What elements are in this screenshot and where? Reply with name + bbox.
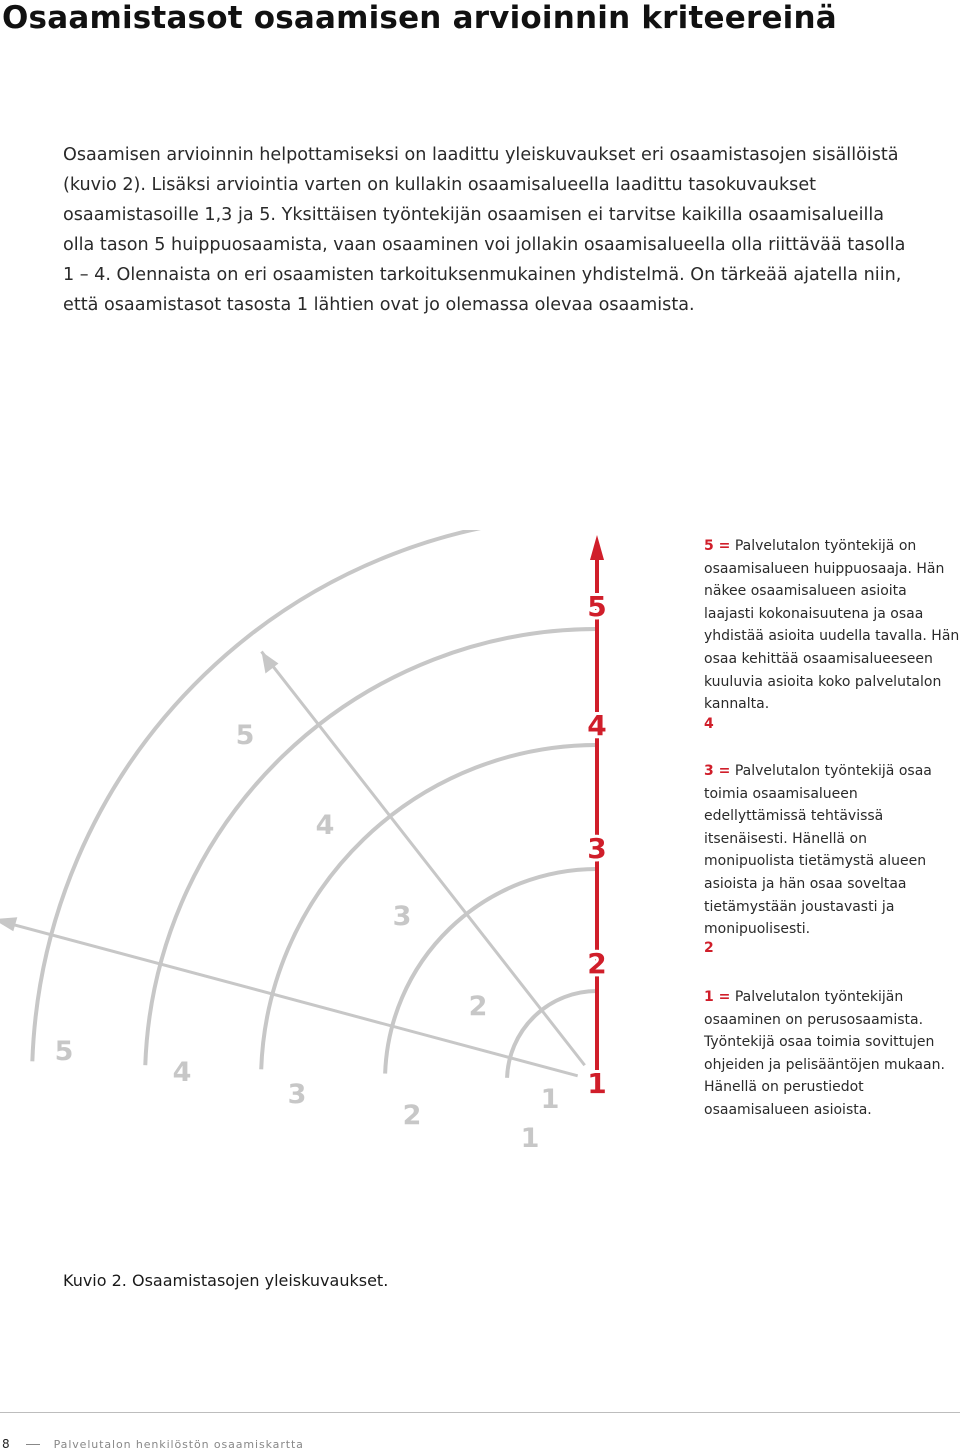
competence-level-diagram [0,530,700,1150]
page-footer [2,1437,304,1451]
diagonal-level-1: 1 [540,1084,560,1115]
footer-rule [0,1412,960,1413]
level-labels [55,590,607,1150]
horizontal-level-4: 4 [172,1057,192,1088]
vertical-level-3: 3 [587,832,607,865]
level-3-number: 3 = [704,763,731,779]
level-2-label: 2 [704,940,714,956]
level-4-label: 4 [704,716,714,732]
horizontal-level-1: 1 [520,1123,540,1150]
diagonal-level-2: 2 [468,991,488,1022]
vertical-level-1: 1 [587,1067,607,1100]
level-5-description [704,535,960,716]
level-5-text: Palvelutalon työntekijä on osaamisalueen huippuosaaja. Hän näkee osaamisalueen asioita laajasti kokonaisuutena ja osaa yhdistää asioita uudella tavalla. Hän osaa kehittää osaamisalueeseen kuuluvia asioita koko palvelutalon kannalta. [704,538,960,713]
publication-name: Palvelutalon henkilöstön osaamiskartta [53,1438,304,1451]
vertical-axis-arrow [590,535,604,560]
level-3-text: Palvelutalon työntekijä osaa toimia osaamisalueen edellyttämissä tehtävissä itsenäisesti. Hänellä on monipuolista tietämystä alueen asioista ja hän osaa soveltaa tietämystään joustavasti ja monipuolisesti. [704,763,932,938]
level-5-number: 5 = [704,538,731,554]
intro-paragraph: Osaamisen arvioinnin helpottamiseksi on laadittu yleiskuvaukset eri osaamistasojen sisällöistä (kuvio 2). Lisäksi arviointia varten on kullakin osaamisalueella laadittu tasokuvaukset osaamistasoille 1,3 ja 5. Yksittäisen työntekijän osaamisen ei tarvitse kaikilla osaamisalueilla olla tason 5 huippuosaamista, vaan osaaminen voi jollakin osaamisalueella olla riittävää tasolla 1 – 4. Olennaista on eri osaamisten tarkoituksenmukainen yhdistelmä. On tärkeää ajatella niin, että osaamistasot tasosta 1 lähtien ovat jo olemassa olevaa osaamista. [63,145,906,315]
vertical-level-4: 4 [587,709,607,742]
diagonal-level-3: 3 [392,901,412,932]
level-3-description [704,760,960,941]
horizontal-level-5: 5 [54,1036,74,1067]
level-1-description [704,986,960,1122]
diagonal-level-5: 5 [235,720,255,751]
diagonal-level-4: 4 [315,810,335,841]
vertical-level-5: 5 [587,590,607,623]
page-title: Osaamistasot osaamisen arvioinnin kriteereinä [2,0,837,36]
level-arc-5 [32,530,597,1061]
horizontal-axis-arrow [0,917,17,931]
figure-caption: Kuvio 2. Osaamistasojen yleiskuvaukset. [63,1271,389,1290]
level-arcs [32,530,597,1078]
vertical-level-2: 2 [587,947,607,980]
level-1-number: 1 = [704,989,731,1005]
horizontal-level-3: 3 [287,1079,307,1110]
horizontal-level-2: 2 [402,1100,422,1131]
axes [0,535,607,1096]
footer-dash [26,1444,40,1445]
level-arc-2 [385,869,597,1074]
page-number: 8 [2,1437,10,1451]
level-1-text: Palvelutalon työntekijän osaaminen on perusosaamista. Työntekijä osaa toimia sovittujen ohjeiden ja pelisääntöjen mukaan. Hänellä on perustiedot osaamisalueen asioista. [704,989,945,1118]
level-arc-3 [261,745,597,1069]
level-arc-4 [145,629,597,1065]
